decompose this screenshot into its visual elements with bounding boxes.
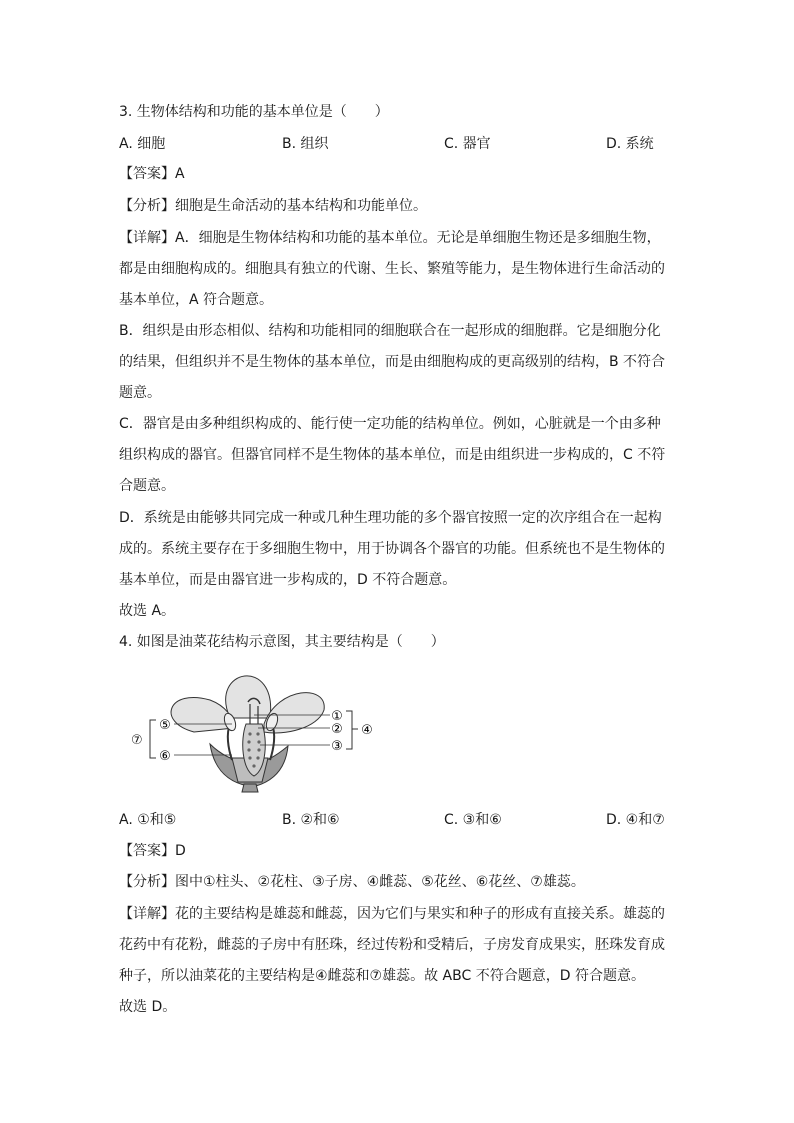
- flower-stalk: [242, 784, 258, 792]
- q3-detail-line: 合题意。: [119, 478, 175, 494]
- q3-detail-line: 基本单位，而是由器官进一步构成的，D 不符合题意。: [119, 572, 457, 588]
- q3-detail-line: C．器官是由多种组织构成的、能行使一定功能的结构单位。例如，心脏就是一个由多种: [119, 416, 661, 432]
- q3-detail-line: 都是由细胞构成的。细胞具有独立的代谢、生长、繁殖等能力，是生物体进行生命活动的: [119, 261, 665, 277]
- q4-question: 4. 如图是油菜花结构示意图，其主要结构是（ ）: [119, 634, 445, 650]
- flower-petal: [171, 697, 234, 732]
- diagram-label-1: ①: [331, 709, 343, 724]
- q4-option-c: C. ③和⑥: [444, 812, 502, 828]
- diagram-label-4: ④: [361, 723, 373, 738]
- q4-answer: 【答案】D: [119, 843, 186, 859]
- q3-detail-line: B．组织是由形态相似、结构和功能相同的细胞联合在一起形成的细胞群。它是细胞分化: [119, 323, 661, 339]
- q3-detail-line: 成的。系统主要存在于多细胞生物中，用于协调各个器官的功能。但系统也不是生物体的: [119, 541, 665, 557]
- diagram-label-7: ⑦: [131, 733, 143, 748]
- q3-detail-line: 组织构成的器官。但器官同样不是生物体的基本单位，而是由组织进一步构成的，C 不符: [119, 447, 666, 463]
- q3-option-d: D. 系统: [606, 136, 654, 152]
- diagram-label-6: ⑥: [159, 749, 171, 764]
- q3-answer: 【答案】A: [119, 166, 185, 182]
- rapeseed-flower-diagram: [148, 666, 380, 796]
- q3-detail-line: 的结果，但组织并不是生物体的基本单位，而是由细胞构成的更高级别的结构，B 不符合: [119, 354, 666, 370]
- q4-detail-line: 【详解】花的主要结构是雄蕊和雌蕊，因为它们与果实和种子的形成有直接关系。雄蕊的: [119, 906, 665, 922]
- q4-option-b: B. ②和⑥: [282, 812, 340, 828]
- q4-option-d: D. ④和⑦: [606, 812, 665, 828]
- q4-detail-line: 花药中有花粉，雌蕊的子房中有胚珠，经过传粉和受精后，子房发育成果实，胚珠发育成: [119, 937, 665, 953]
- q3-detail-line: 基本单位，A 符合题意。: [119, 292, 274, 308]
- q4-detail-line: 种子，所以油菜花的主要结构是④雌蕊和⑦雄蕊。故 ABC 不符合题意，D 符合题意。: [119, 968, 645, 984]
- diagram-label-2: ②: [331, 722, 343, 737]
- flower-petal: [226, 676, 271, 718]
- q3-option-c: C. 器官: [444, 136, 491, 152]
- q3-detail-line: D．系统是由能够共同完成一种或几种生理功能的多个器官按照一定的次序组合在一起构: [119, 510, 662, 526]
- q3-detail-line: 【详解】A．细胞是生物体结构和功能的基本单位。无论是单细胞生物还是多细胞生物，: [119, 230, 661, 246]
- q3-detail-line: 题意。: [119, 385, 161, 401]
- q3-question: 3. 生物体结构和功能的基本单位是（ ）: [119, 104, 389, 120]
- q3-conclusion: 故选 A。: [119, 603, 176, 619]
- q4-analysis: 【分析】图中①柱头、②花柱、③子房、④雌蕊、⑤花丝、⑥花丝、⑦雄蕊。: [119, 874, 585, 890]
- diagram-label-3: ③: [331, 739, 343, 754]
- q3-option-a: A. 细胞: [119, 136, 166, 152]
- q3-option-b: B. 组织: [282, 136, 329, 152]
- bracket-right: [346, 711, 352, 749]
- q4-option-a: A. ①和⑤: [119, 812, 177, 828]
- bracket-left: [150, 720, 156, 758]
- q4-conclusion: 故选 D。: [119, 999, 177, 1015]
- q3-analysis: 【分析】细胞是生命活动的基本结构和功能单位。: [119, 198, 427, 214]
- diagram-label-5: ⑤: [159, 718, 171, 733]
